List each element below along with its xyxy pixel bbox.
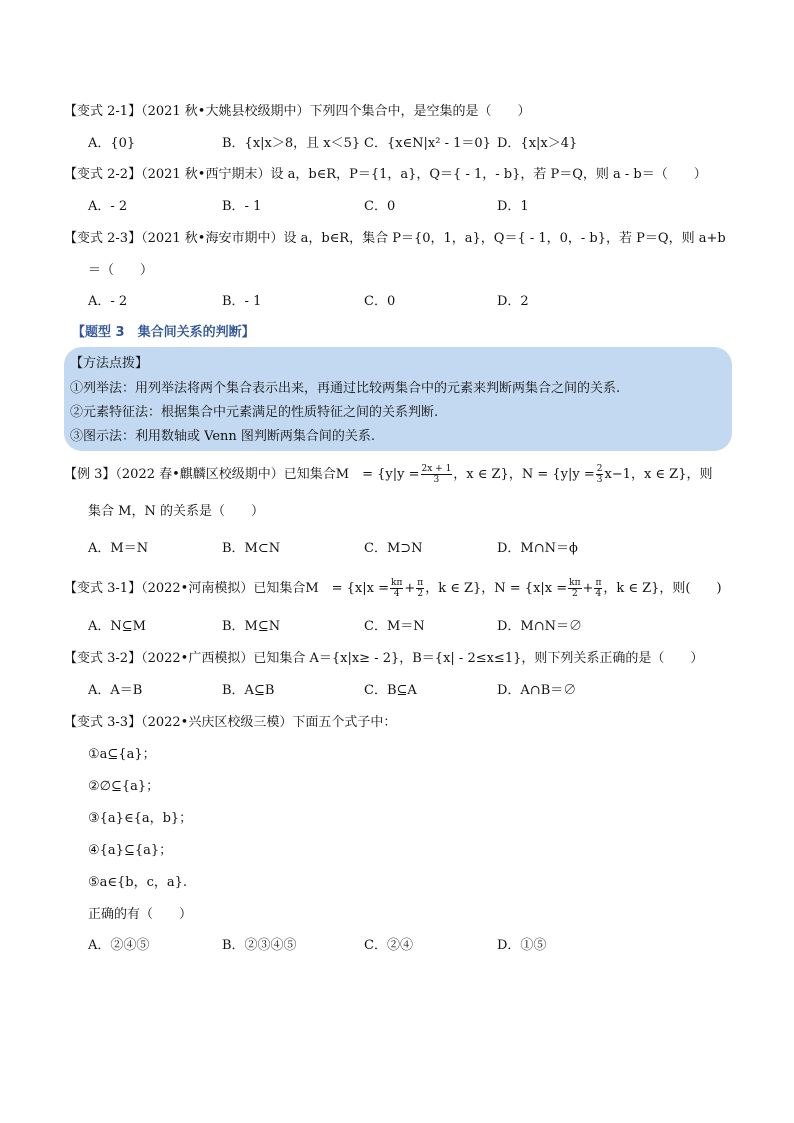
option-b: B．- 1	[222, 199, 262, 214]
option-d: D．{x|x＞4}	[497, 136, 578, 151]
option-a: A．- 2	[88, 199, 128, 214]
option-a: A．{0}	[88, 136, 136, 151]
example-3-tail: x−1，x ∈ Z}，则	[604, 467, 713, 482]
section-title: 【题型 3 集合间关系的判断】	[72, 325, 255, 340]
question-3-1-lead: 【变式 3-1】（2022•河南模拟）已知集合M = {x|x =	[64, 581, 389, 596]
option-a: A．②④⑤	[88, 938, 150, 953]
fraction: $\frac{2x + 1}{3}$	[421, 464, 452, 485]
option-c: C．②④	[364, 938, 413, 953]
example-3-lead: 【例 3】（2022 春•麒麟区校级期中）已知集合M = {y|y =	[64, 467, 420, 482]
fraction: $\frac{\pi}{4}$	[595, 578, 602, 599]
option-b: B．{x|x＞8，且 x＜5}	[222, 136, 361, 151]
statement-item: ⑤a∈{b，c，a}.	[88, 875, 188, 890]
question-2-1-title: 【变式 2-1】（2021 秋•大姚县校级期中）下列四个集合中，是空集的是（ ）	[64, 104, 531, 119]
question-2-3-title: 【变式 2-3】（2021 秋•海安市期中）设 a，b∈R，集合 P＝{0，1，a}，Q＝{ - 1，0，- b}，若 P＝Q，则 a+b	[64, 231, 726, 246]
option-d: D．1	[497, 199, 529, 214]
example-3-title	[64, 464, 712, 485]
fraction: $\frac{k\pi}{4}$	[391, 578, 403, 599]
option-a: A．- 2	[88, 294, 128, 309]
example-3-mid: ，x ∈ Z}，N = {y|y =	[453, 467, 595, 482]
option-d: D．M∩N＝∅	[497, 619, 583, 634]
method-callout	[64, 347, 732, 451]
method-line: ②元素特征法：根据集合中元素满足的性质特征之间的关系判断.	[70, 405, 439, 420]
option-b: B．M⊆N	[222, 619, 281, 634]
option-c: C．M⊃N	[364, 541, 423, 556]
example-3-cont: 集合 M，N 的关系是（ ）	[88, 504, 264, 519]
option-c: C．0	[364, 294, 396, 309]
fraction: $\frac{\pi}{2}$	[417, 578, 424, 599]
option-b: B．- 1	[222, 294, 262, 309]
option-b: B．M⊂N	[222, 541, 281, 556]
statement-item: ③{a}∈{a，b}；	[88, 811, 193, 826]
fraction: $\frac{k\pi}{2}$	[569, 578, 581, 599]
option-b: B．A⊆B	[222, 683, 275, 698]
plus-sign: +	[404, 581, 416, 596]
option-c: C．0	[364, 199, 396, 214]
option-c: C．{x∈N|x² - 1＝0}	[364, 136, 491, 151]
plus-sign: +	[582, 581, 594, 596]
question-3-1-title	[64, 578, 722, 599]
method-title: 【方法点拨】	[70, 356, 149, 371]
option-d: D．2	[497, 294, 529, 309]
option-b: B．②③④⑤	[222, 938, 297, 953]
option-c: C．M＝N	[364, 619, 425, 634]
question-2-3-title-cont: ＝（ ）	[88, 263, 154, 278]
option-d: D．A∩B＝∅	[497, 683, 577, 698]
method-line: ①列举法：用列举法将两个集合表示出来，再通过比较两集合中的元素来判断两集合之间的关系.	[70, 381, 621, 396]
method-line: ③图示法：利用数轴或 Venn 图判断两集合间的关系.	[70, 429, 376, 444]
option-d: D．①⑤	[497, 938, 547, 953]
statement-item: ②∅⊆{a}；	[88, 779, 160, 794]
option-c: C．B⊆A	[364, 683, 417, 698]
statement-item: ①a⊆{a}；	[88, 747, 156, 762]
option-a: A．N⊆M	[88, 619, 146, 634]
question-3-1-mid: ，k ∈ Z}，N = {x|x =	[425, 581, 568, 596]
statement-item: ④{a}⊆{a}；	[88, 843, 173, 858]
question-3-1-tail: ，k ∈ Z}，则( )	[603, 581, 722, 596]
option-a: A．M＝N	[88, 541, 149, 556]
fraction: $\frac{2}{3}$	[596, 464, 603, 485]
option-d: D．M∩N＝ϕ	[497, 541, 578, 556]
question-3-3-title: 【变式 3-3】（2022•兴庆区校级三模）下面五个式子中：	[64, 715, 397, 730]
question-3-2-title: 【变式 3-2】（2022•广西模拟）已知集合 A＝{x|x≥ - 2}，B＝{x| - 2≤x≤1}，则下列关系正确的是（ ）	[64, 651, 704, 666]
question-3-3-prompt: 正确的有（ ）	[88, 907, 193, 922]
option-a: A．A＝B	[88, 683, 143, 698]
question-2-2-title: 【变式 2-2】（2021 秋•西宁期末）设 a，b∈R，P＝{1，a}，Q＝{ - 1，- b}，若 P＝Q，则 a - b＝（ ）	[64, 167, 707, 182]
